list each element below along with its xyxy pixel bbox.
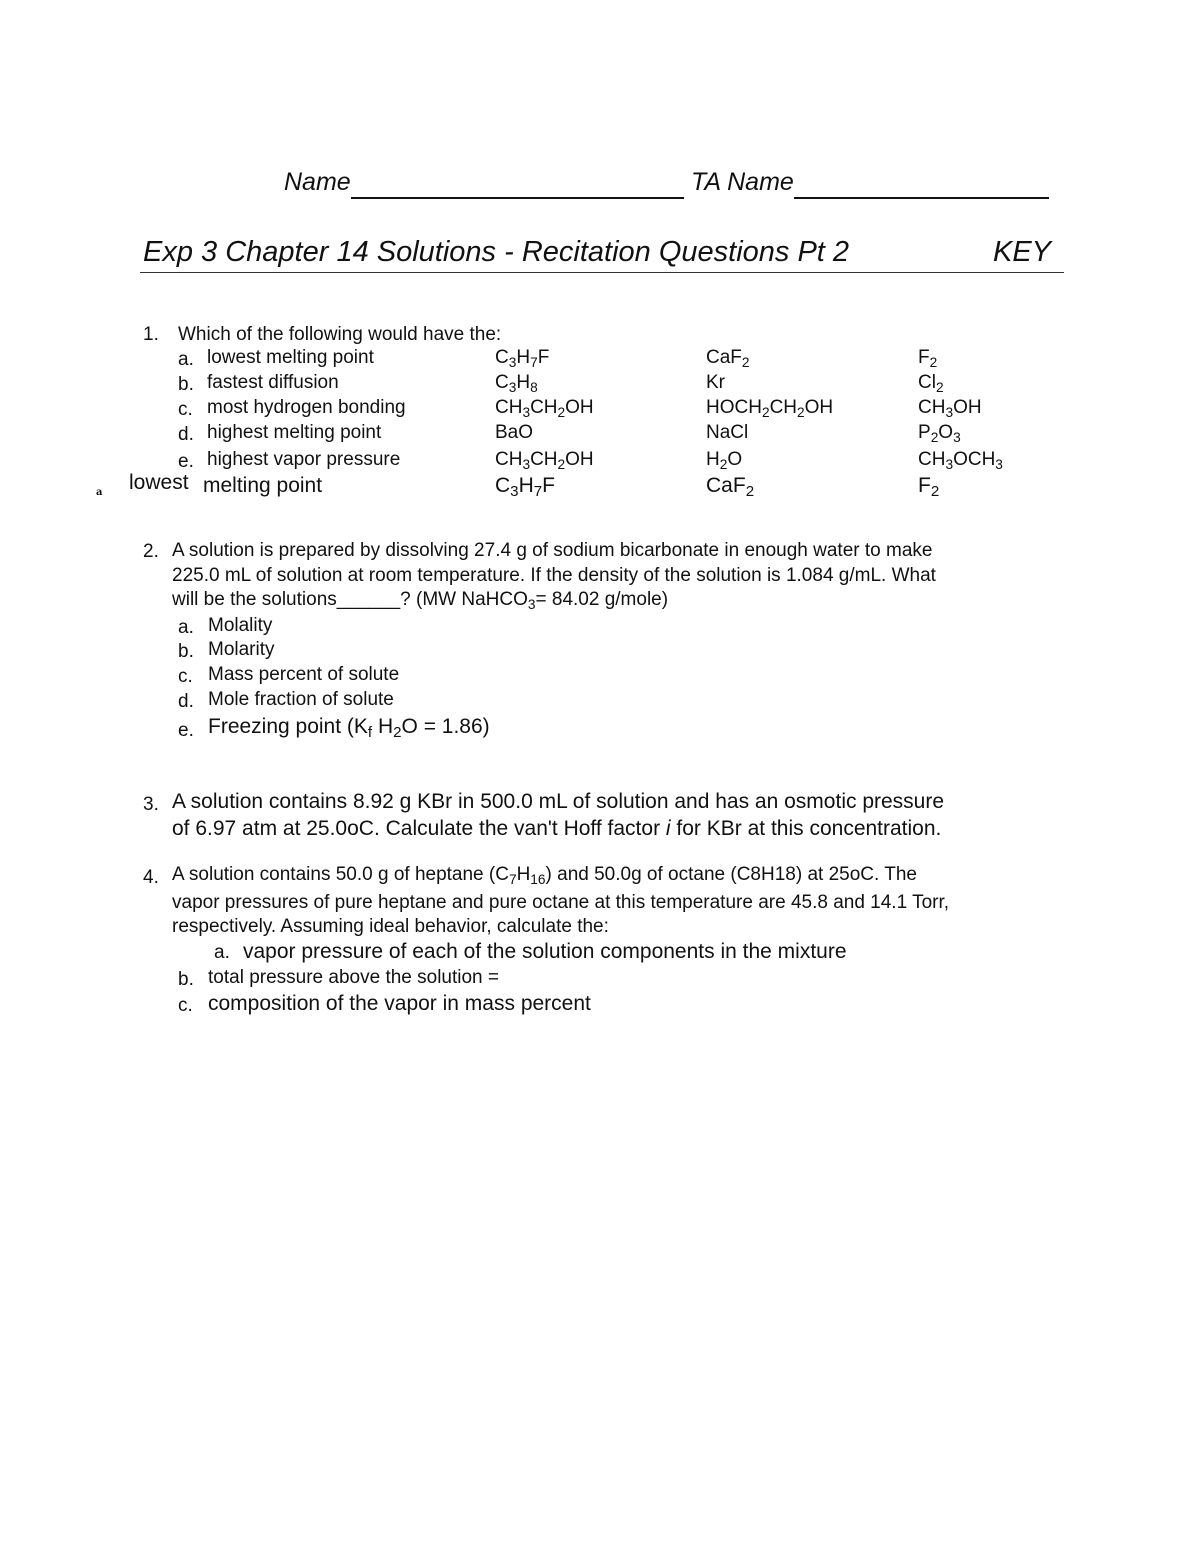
q2-line-1: A solution is prepared by dissolving 27.4 g of sodium bicarbonate in enough water to make (172, 540, 933, 561)
q1-row-a-choice-3: $F_2$ (918, 347, 938, 370)
name-blank-line[interactable] (351, 168, 684, 199)
q1-answer-property-b: melting point (203, 474, 323, 497)
q2-item-c-letter: c. (178, 666, 193, 687)
q1-row-a-choice-1: $C_3H_7F$ (495, 347, 550, 370)
name-label-text: Name (284, 168, 351, 196)
q4-item-a-letter: a. (214, 942, 230, 963)
q2-item-b-text: Molarity (208, 639, 275, 660)
q1-row-c-choice-1: $CH_3CH_2OH$ (495, 397, 594, 420)
q1-row-e-choice-2: $H_2O$ (706, 449, 743, 472)
q1-row-c-choice-3: $CH_3OH$ (918, 397, 982, 420)
q2-item-c-text: Mass percent of solute (208, 664, 400, 685)
q1-row-d-choice-2: NaCl (706, 422, 749, 443)
ta-name-label (691, 168, 1049, 199)
q4-number: 4. (143, 867, 159, 888)
q2-item-a-letter: a. (178, 617, 194, 638)
q2-line-3: will be the solutions______? (MW NaHCO$_3$= 84.02 g/mole) (172, 589, 669, 612)
name-label (284, 168, 684, 199)
q1-answer-choice-1: $C_3H_7F$ (495, 474, 555, 501)
q3-number: 3. (143, 794, 159, 815)
q1-row-a-letter: a. (178, 349, 194, 370)
q1-stem: Which of the following would have the: (178, 324, 502, 345)
q1-row-e-choice-1: $CH_3CH_2OH$ (495, 449, 594, 472)
q1-row-d-property: highest melting point (207, 422, 382, 443)
q1-row-b-choice-3: $Cl_2$ (918, 372, 944, 395)
q1-row-a-property: lowest melting point (207, 347, 374, 368)
q1-row-e-choice-3: $CH_3OCH_3$ (918, 449, 1003, 472)
title-divider (140, 272, 1064, 273)
q2-item-d-letter: d. (178, 691, 194, 712)
q2-item-a-text: Molality (208, 615, 273, 636)
q1-row-a-choice-2: CaF$_2$ (706, 347, 750, 370)
q4-line-1: A solution contains 50.0 g of heptane $(C_7H_{16})$ and 50.0g of octane (C8H18) at 25oC. The (172, 864, 917, 887)
q2-item-b-letter: b. (178, 641, 194, 662)
q1-row-b-choice-2: Kr (706, 372, 725, 393)
q2-item-e-letter: e. (178, 720, 194, 741)
q4-item-b-letter: b. (178, 969, 194, 990)
q4-item-c-letter: c. (178, 995, 193, 1016)
q1-row-c-letter: c. (178, 399, 193, 420)
q4-item-b-text: total pressure above the solution = (208, 967, 499, 988)
q4-line-3: respectively. Assuming ideal behavior, calculate the: (172, 916, 609, 937)
q3-vant-hoff-symbol: i (665, 817, 671, 840)
q4-item-a-text: vapor pressure of each of the solution components in the mixture (243, 940, 847, 963)
q1-row-d-letter: d. (178, 424, 194, 445)
q1-row-b-letter: b. (178, 374, 194, 395)
q1-row-c-choice-2: $HOCH_2CH_2OH$ (706, 397, 834, 420)
q3-line-2-part-b: for KBr at this concentration. (670, 817, 942, 840)
q1-row-e-property: highest vapor pressure (207, 449, 401, 470)
q3-line-2-part-a: of 6.97 atm at 25.0oC. Calculate the van't Hoff factor (172, 817, 666, 840)
q1-row-e-letter: e. (178, 451, 194, 472)
q1-answer-choice-2: CaF$_2$ (706, 474, 755, 501)
q1-number: 1. (143, 324, 159, 345)
ta-name-blank-line[interactable] (794, 168, 1049, 199)
q1-row-b-property: fastest diffusion (207, 372, 339, 393)
q2-item-e-text: Freezing point ($K_f$ $H_2O = 1.86$) (208, 715, 490, 742)
q4-item-c-text: composition of the vapor in mass percent (208, 992, 591, 1015)
q3-line-1: A solution contains 8.92 g KBr in 500.0 mL of solution and has an osmotic pressure (172, 790, 945, 813)
q1-answer-mark: a (96, 487, 103, 498)
q2-line-2: 225.0 mL of solution at room temperature. If the density of the solution is 1.084 g/mL. What (172, 565, 936, 586)
q2-number: 2. (143, 541, 159, 562)
q2-item-d-text: Mole fraction of solute (208, 689, 394, 710)
ta-name-label-text: TA Name (691, 168, 794, 196)
q1-row-d-choice-1: BaO (495, 422, 534, 443)
key-label: KEY (993, 236, 1052, 268)
q1-answer-choice-3: $F_2$ (918, 474, 940, 501)
q4-line-2: vapor pressures of pure heptane and pure octane at this temperature are 45.8 and 14.1 Torr, (172, 892, 950, 913)
q1-row-b-choice-1: $C_3H_8$ (495, 372, 538, 395)
q1-answer-property-a: lowest (129, 471, 189, 494)
page-title: Exp 3 Chapter 14 Solutions - Recitation Questions Pt 2 (143, 236, 850, 268)
q1-row-d-choice-3: $P_2O_3$ (918, 422, 961, 445)
q1-row-c-property: most hydrogen bonding (207, 397, 406, 418)
q3-line-2 (172, 817, 941, 841)
